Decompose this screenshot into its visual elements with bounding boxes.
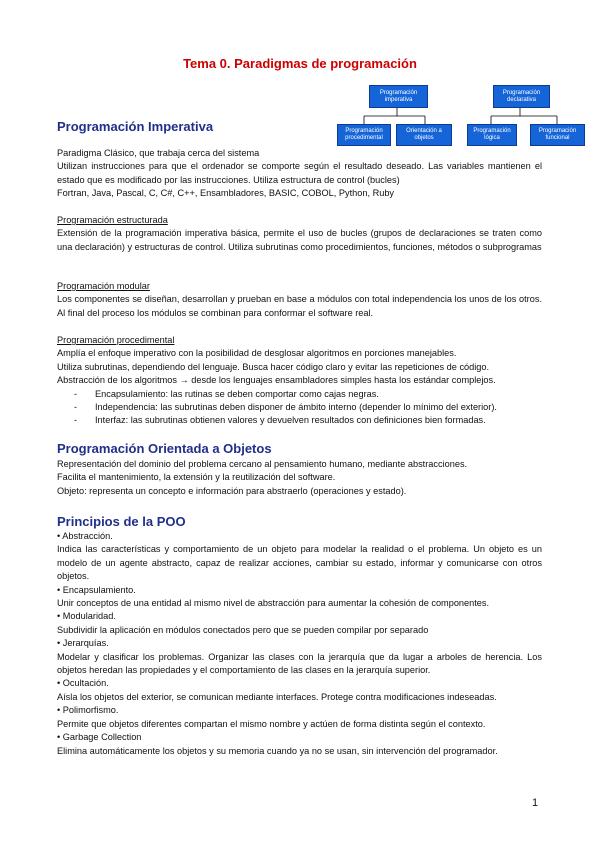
imperativa-line: Paradigma Clásico, que trabaja cerca del sistema xyxy=(57,148,260,158)
poo-line: Facilita el mantenimiento, la extensión y la reutilización del software. xyxy=(57,472,336,483)
modular-text: Los componentes se diseñan, desarrollan y prueban en base a módulos con total independencia los unos de los otros. Al final del proceso los módulos se combinan para conformar el software real. xyxy=(57,294,542,318)
diagram-funcional: Programación funcional xyxy=(530,124,585,146)
page-number: 1 xyxy=(532,797,539,809)
section-procedimental xyxy=(57,334,542,428)
principio-desc: Indica las características y comportamiento de un objeto para modelar la realidad o el problema. Un objeto es un modelo de un agente abstracto, capaz de realizar acciones, cambiar su estado, informar y comunicarse con otros objetos. xyxy=(57,544,542,582)
diagram-procedimental: Programación procedimental xyxy=(337,124,391,146)
heading-estructurada: Programación estructurada xyxy=(57,215,168,225)
procedimental-list xyxy=(57,388,542,428)
diagram-imperativa: Programación imperativa xyxy=(369,85,428,108)
principio-name: • Jerarquías. xyxy=(57,638,109,649)
dash-bullet: - xyxy=(74,402,78,413)
principio-desc: Elimina automáticamente los objetos y su memoria cuando ya no se usan, sin intervención del programador. xyxy=(57,745,498,756)
principio-name: • Modularidad. xyxy=(57,611,116,622)
principio-desc: Permite que objetos diferentes compartan el mismo nombre y actúen de forma distinta según el contexto. xyxy=(57,718,486,729)
heading-poo: Programación Orientada a Objetos xyxy=(57,441,272,456)
list-item: - Encapsulamiento: las rutinas se deben comportar como cajas negras. xyxy=(74,388,542,401)
diagram-objetos: Orientación a objetos xyxy=(396,124,452,146)
heading-procedimental: Programación procedimental xyxy=(57,335,175,345)
principio-name: • Garbage Collection xyxy=(57,732,142,743)
page-title: Tema 0. Paradigmas de programación xyxy=(183,56,417,71)
dash-bullet: - xyxy=(74,415,78,426)
principio-name: • Polimorfismo. xyxy=(57,705,119,716)
poo-line: Representación del dominio del problema cercano al pensamiento humano, mediante abstracciones. xyxy=(57,459,468,469)
principio-name: • Abstracción. xyxy=(57,531,113,541)
estructurada-text: Extensión de la programación imperativa básica, permite el uso de bucles (grupos de declaraciones se traten como una declaración) y estructuras de control. Utiliza subrutinas como procedimientos, funciones, métodos o subprogramas xyxy=(57,228,542,252)
section-estructurada xyxy=(57,214,542,254)
dash-bullet: - xyxy=(74,388,78,399)
section-modular xyxy=(57,280,542,320)
section-imperativa xyxy=(57,147,542,201)
heading-principios: Principios de la POO xyxy=(57,514,186,529)
section-principios xyxy=(57,530,542,758)
principio-name: • Encapsulamiento. xyxy=(57,584,136,595)
principio-desc: Aísla los objetos del exterior, se comunican mediante interfaces. Protege contra modificaciones indeseadas. xyxy=(57,691,497,702)
procedimental-line: Abstracción de los algoritmos → desde los lenguajes ensambladores simples hasta los estándar complejos. xyxy=(57,375,496,386)
section-poo xyxy=(57,458,542,498)
list-item: - Independencia: las subrutinas deben disponer de ámbito interno (depender lo mínimo del exterior). xyxy=(74,401,542,414)
imperativa-line: Fortran, Java, Pascal, C, C#, C++, Ensambladores, BASIC, COBOL, Python, Ruby xyxy=(57,188,395,199)
imperativa-line: Utilizan instrucciones para que el ordenador se comporte según el resultado deseado. Las variables mantienen el estado que es modificado por las instrucciones. Utiliza estructura de control (bucles) xyxy=(57,161,542,185)
principio-name: • Ocultación. xyxy=(57,678,109,689)
list-item: - Interfaz: las subrutinas obtienen valores y devuelven resultados con definiciones bien formadas. xyxy=(74,414,542,427)
principio-desc: Unir conceptos de una entidad al mismo nivel de abstracción para aumentar la cohesión de componentes. xyxy=(57,598,490,609)
principio-desc: Modelar y clasificar los problemas. Organizar las clases con la jerarquía que da lugar a arboles de herencia. Los objetos heredan las propiedades y el comportamiento de las clases en la jerarquía superior. xyxy=(57,651,542,676)
poo-line: Objeto: representa un concepto e información para abstraerlo (operaciones y estado). xyxy=(57,485,407,496)
procedimental-line: Utiliza subrutinas, dependiendo del lenguaje. Busca hacer código claro y evitar las repeticiones de código. xyxy=(57,361,490,372)
heading-modular: Programación modular xyxy=(57,281,150,291)
procedimental-line: Amplía el enfoque imperativo con la posibilidad de desglosar algoritmos en porciones manejables. xyxy=(57,348,457,359)
diagram-declarativa: Programación declarativa xyxy=(493,85,550,108)
diagram-logica: Programación lógica xyxy=(467,124,517,146)
principio-desc: Subdividir la aplicación en módulos conectados pero que se pueden compilar por separado xyxy=(57,624,429,635)
heading-imperativa: Programación Imperativa xyxy=(57,119,214,134)
